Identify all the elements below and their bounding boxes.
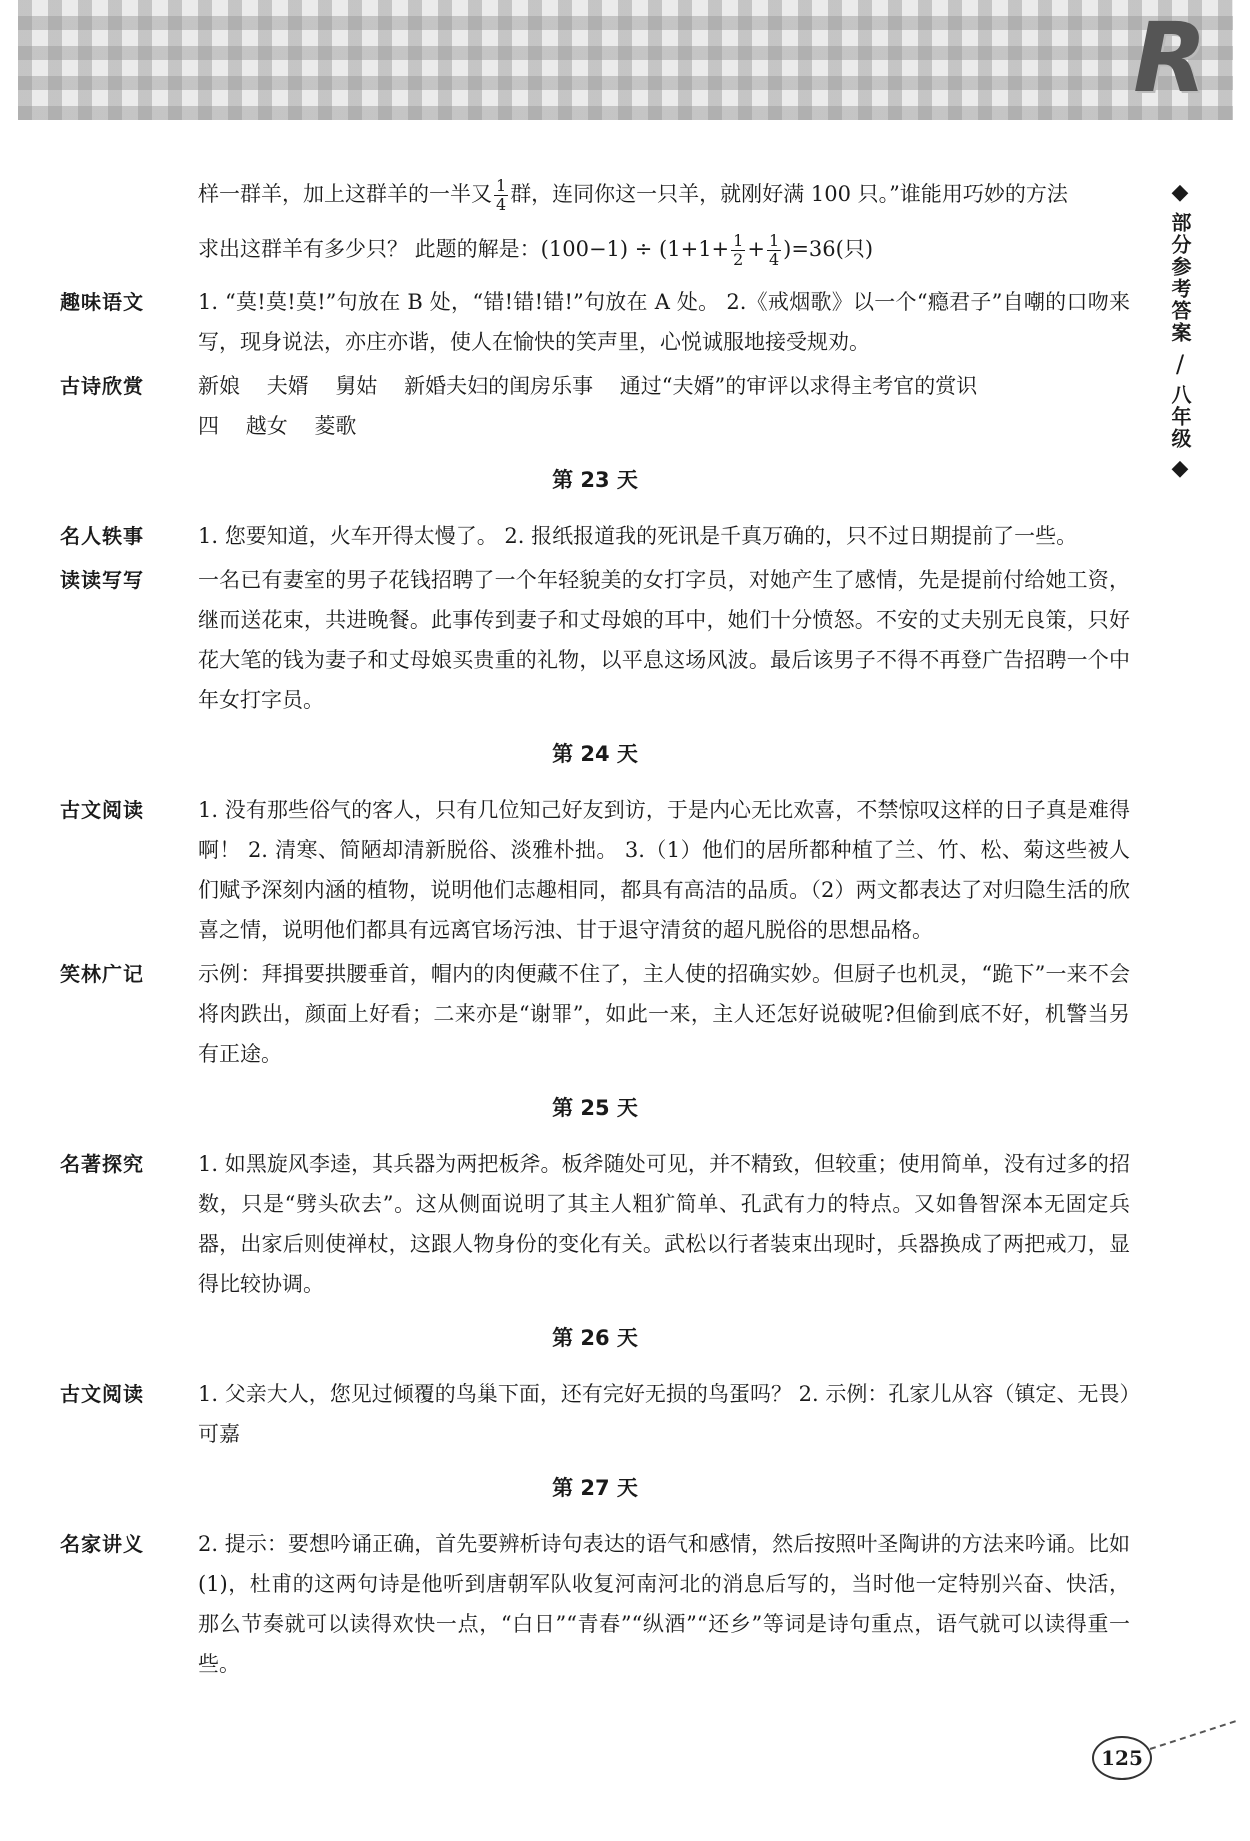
side-tab xyxy=(1160,180,1200,482)
section-quwei xyxy=(60,282,1130,362)
section-label: 笑林广记 xyxy=(60,962,144,986)
fraction: $\frac{1}{4}$ xyxy=(496,176,507,214)
header-band xyxy=(18,0,1233,120)
intro-line-1: 样一群羊，加上这群羊的一半又 $\frac{1}{4}$ 群，连同你这一只羊，就刚好满 100 只。”谁能用巧妙的方法 xyxy=(198,176,1068,214)
section-body: 1. 您要知道，火车开得太慢了。 2. 报纸报道我的死讯是千真万确的，只不过日期提前了一些。 xyxy=(198,524,1078,548)
side-tab-grade: 八年级 xyxy=(1168,384,1192,450)
day-heading: 第 25 天 xyxy=(552,1096,638,1120)
section-body: 1. 如黑旋风李逵，其兵器为两把板斧。板斧随处可见，并不精致，但较重；使用简单，没有过多的招数，只是“劈头砍去”。这从侧面说明了其主人粗犷简单、孔武有力的特点。又如鲁智深本无固定兵器，出家后则使禅杖，这跟人物身份的变化有关。武松以行者装束出现时，兵器换成了两把戒刀，显得比较协调。 xyxy=(198,1152,1130,1296)
diamond-icon: ◆ xyxy=(1171,180,1189,205)
section-dudu xyxy=(60,560,1130,720)
section-body: 2. 提示：要想吟诵正确，首先要辨析诗句表达的语气和感情，然后按照叶圣陶讲的方法来吟诵。比如(1)，杜甫的这两句诗是他听到唐朝军队收复河南河北的消息后写的，当时他一定特别兴奋、快活，那么节奏就可以读得欢快一点，“白日”“青春”“纵酒”“还乡”等词是诗句重点，语气就可以读得重一些。 xyxy=(198,1532,1130,1676)
decorative-dashed-line xyxy=(1150,1720,1236,1750)
section-label: 趣味语文 xyxy=(60,290,144,314)
page-number: 125 xyxy=(1092,1736,1152,1780)
side-tab-slash: / xyxy=(1175,350,1185,378)
header-letter-logo: R xyxy=(1133,2,1207,114)
section-xiaolin xyxy=(60,954,1130,1074)
diamond-icon: ◆ xyxy=(1171,456,1189,481)
section-label: 名人轶事 xyxy=(60,524,144,548)
section-body xyxy=(198,366,1130,446)
answer-content xyxy=(60,168,1130,1684)
section-label: 读读写写 xyxy=(60,568,144,592)
section-body: 一名已有妻室的男子花钱招聘了一个年轻貌美的女打字员，对她产生了感情，先是提前付给她工资，继而送花束，共进晚餐。此事传到妻子和丈母娘的耳中，她们十分愤怒。不安的丈夫别无良策，只好花大笔的钱为妻子和丈母娘买贵重的礼物，以平息这场风波。最后该男子不得不再登广告招聘一个中年女打字员。 xyxy=(198,568,1130,712)
day-heading: 第 26 天 xyxy=(552,1326,638,1350)
day-heading: 第 23 天 xyxy=(552,468,638,492)
section-mingren xyxy=(60,516,1130,556)
fraction: $\frac{1}{2}$ xyxy=(733,231,744,269)
section-guwen-2 xyxy=(60,1374,1130,1454)
section-gushi xyxy=(60,366,1130,446)
side-tab-section: 部分参考答案 xyxy=(1168,212,1192,344)
section-label: 古诗欣赏 xyxy=(60,374,144,398)
fraction: $\frac{1}{4}$ xyxy=(768,231,780,269)
section-label: 古文阅读 xyxy=(60,798,144,822)
section-body: 1. 父亲大人，您见过倾覆的鸟巢下面，还有完好无损的鸟蛋吗？ 2. 示例：孔家儿从容（镇定、无畏）可嘉 xyxy=(198,1382,1130,1446)
section-label: 古文阅读 xyxy=(60,1382,144,1406)
section-body: 1. 没有那些俗气的客人，只有几位知己好友到访，于是内心无比欢喜，不禁惊叹这样的日子真是难得啊！ 2. 清寒、简陋却清新脱俗、淡雅朴拙。 3.（1）他们的居所都种植了兰、竹、松、菊这些被人们赋予深刻内涵的植物，说明他们志趣相同，都具有高洁的品质。（2）两文都表达了对归隐生活的欣喜之情，说明他们都具有远离官场污浊、甘于退守清贫的超凡脱俗的思想品格。 xyxy=(198,798,1130,942)
intro-line-2: 求出这群羊有多少只？ 此题的解是：(100−1) ÷ (1+1+ $\frac{1}{2}$ + $\frac{1}{4}$ )=36(只) xyxy=(198,231,874,269)
day-heading: 第 24 天 xyxy=(552,742,638,766)
section-body: 1. “莫!莫!莫!”句放在 B 处，“错!错!错!”句放在 A 处。 2.《戒烟歌》以一个“瘾君子”自嘲的口吻来写，现身说法，亦庄亦谐，使人在愉快的笑声里，心悦诚服地接受规劝。 xyxy=(198,290,1130,354)
section-guwen-1 xyxy=(60,790,1130,950)
section-body: 示例：拜揖要拱腰垂首，帽内的肉便藏不住了，主人使的招确实妙。但厨子也机灵，“跪下”一来不会将肉跌出，颜面上好看；二来亦是“谢罪”，如此一来，主人还怎好说破呢?但偷到底不好，机警当另有正途。 xyxy=(198,962,1130,1066)
section-label: 名家讲义 xyxy=(60,1532,144,1556)
gushi-line-2: 四 越女 菱歌 xyxy=(198,414,357,438)
section-mingjia xyxy=(60,1524,1130,1684)
day-heading: 第 27 天 xyxy=(552,1476,638,1500)
gushi-line-1: 新娘 夫婿 舅姑 新婚夫妇的闺房乐事 通过“夫婿”的审评以求得主考官的赏识 xyxy=(198,374,978,398)
section-mingzhu xyxy=(60,1144,1130,1304)
section-label: 名著探究 xyxy=(60,1152,144,1176)
